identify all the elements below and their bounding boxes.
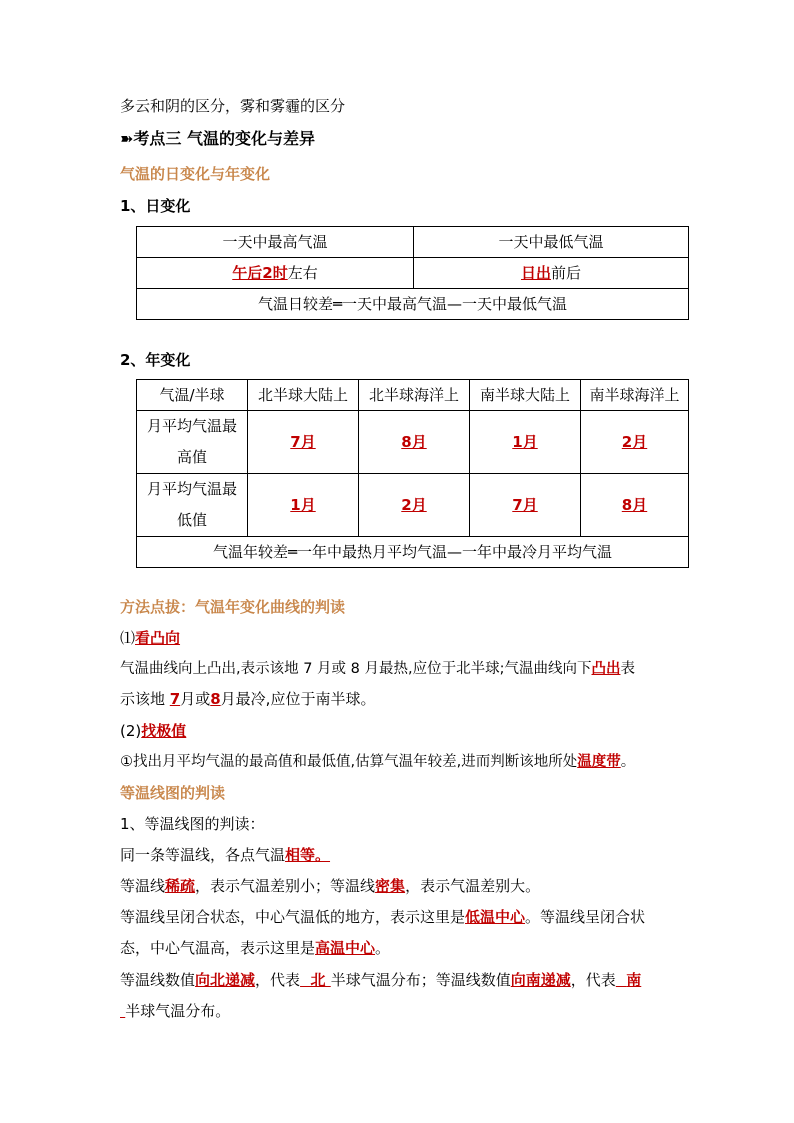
answer-min-time: 日出	[520, 264, 551, 282]
answer-convex-down: 凸出	[591, 661, 621, 677]
text: 。等温线呈闭合状	[525, 908, 646, 926]
answer: 2月	[621, 433, 648, 451]
max-time-suffix: 左右	[287, 264, 318, 282]
row-max-cell	[359, 411, 470, 474]
item-2-number: (2)	[120, 722, 142, 740]
row-min-cell	[359, 474, 470, 537]
intro-line: 多云和阴的区分，雾和雾霾的区分	[120, 97, 346, 115]
text: 态，中心气温高，表示这里是	[120, 939, 316, 957]
answer-sparse: 稀疏	[165, 877, 196, 895]
answer: 8月	[401, 433, 427, 451]
isotherm-line-3	[120, 907, 645, 927]
item-1-number: ⑴	[120, 629, 136, 647]
answer-north-text: 北	[310, 971, 326, 989]
arrow-icon: ➽	[120, 129, 134, 148]
answer: 7月	[290, 433, 316, 451]
text: 等温线数值	[120, 971, 196, 989]
text: ①找出月平均气温的最高值和最低值,估算气温年较差,进而判断该地所处	[120, 754, 578, 770]
row-min-label-2: 低值	[176, 511, 207, 529]
text: ，表示气温差别小；等温线	[195, 877, 376, 895]
isotherm-line-1	[120, 845, 330, 865]
text: 半球气温分布。	[125, 1002, 231, 1020]
section-title: 考点三 气温的变化与差异	[133, 129, 315, 148]
method-item-1	[120, 628, 180, 648]
answer: 8月	[621, 496, 648, 514]
answer-decrease-south: 向南递减	[510, 971, 571, 989]
daily-table	[136, 226, 689, 320]
annual-header-3: 南半球大陆上	[470, 380, 581, 411]
row-min-cell	[248, 474, 359, 537]
answer: 7月	[512, 496, 538, 514]
row-max-cell	[248, 411, 359, 474]
row-min-label	[137, 474, 248, 537]
answer-month-8: 8	[210, 690, 221, 708]
answer-south-text: 南	[626, 971, 642, 989]
answer: 1月	[290, 496, 316, 514]
isotherm-sub: 1、等温线图的判读：	[120, 815, 265, 833]
row-min-label-1: 月平均气温最	[146, 480, 237, 498]
text: 。	[375, 939, 391, 957]
answer-extreme: 找极值	[141, 722, 187, 740]
annual-table	[136, 379, 689, 568]
daily-formula: 气温日较差═一天中最高气温—一天中最低气温	[137, 289, 689, 320]
method-heading: 方法点拔：气温年变化曲线的判读	[120, 598, 346, 616]
answer-high-center: 高温中心	[315, 939, 376, 957]
annual-header-0: 气温/半球	[137, 380, 248, 411]
answer-south	[616, 971, 641, 989]
text: 等温线	[120, 877, 166, 895]
answer-equal: 相等。	[285, 846, 331, 864]
isotherm-line-4	[120, 938, 390, 958]
text: 同一条等温线，各点气温	[120, 846, 286, 864]
annual-heading: 2、年变化	[120, 351, 191, 369]
isotherm-line-6	[120, 1001, 230, 1021]
answer-low-center: 低温中心	[465, 908, 526, 926]
text: ，代表	[570, 971, 616, 989]
method-item-2	[120, 721, 186, 741]
method-item-2-text	[120, 752, 635, 772]
text: 。	[620, 754, 636, 770]
row-min-cell	[581, 474, 689, 537]
daily-cell-min	[414, 258, 689, 289]
daily-header-min: 一天中最低气温	[414, 227, 689, 258]
method-item-1-text	[120, 659, 635, 679]
isotherm-heading: 等温线图的判读	[120, 784, 226, 802]
answer-month-7: 7	[169, 690, 181, 708]
row-max-cell	[581, 411, 689, 474]
text: 月最冷,应位于南半球。	[220, 690, 376, 708]
answer: 1月	[512, 433, 538, 451]
text: ，表示气温差别大。	[405, 877, 541, 895]
section-title-row	[120, 129, 315, 149]
text: 表	[620, 661, 635, 677]
answer-north	[300, 971, 331, 989]
answer-dense: 密集	[375, 877, 406, 895]
answer-temperature-zone: 温度带	[577, 754, 621, 770]
min-time-suffix: 前后	[551, 264, 582, 282]
row-max-label-2: 高值	[176, 448, 207, 466]
daily-cell-max	[137, 258, 414, 289]
text: 气温曲线向上凸出,表示该地 7 月或 8 月最热,应位于北半球;气温曲线向下	[120, 661, 592, 677]
text: ，代表	[255, 971, 301, 989]
text: 等温线呈闭合状态，中心气温低的地方，表示这里是	[120, 908, 466, 926]
annual-header-2: 北半球海洋上	[359, 380, 470, 411]
annual-header-4: 南半球海洋上	[581, 380, 689, 411]
text: 月或	[180, 690, 211, 708]
annual-header-1: 北半球大陆上	[248, 380, 359, 411]
row-min-cell	[470, 474, 581, 537]
answer-convex: 看凸向	[135, 629, 181, 647]
method-item-1-text-2	[120, 689, 375, 709]
sub-heading-daily-annual: 气温的日变化与年变化	[120, 165, 271, 183]
row-max-label-1: 月平均气温最	[146, 417, 237, 435]
answer: 2月	[401, 496, 427, 514]
isotherm-line-5	[120, 970, 641, 990]
answer-max-time: 午后2时	[232, 264, 288, 282]
daily-heading: 1、日变化	[120, 197, 191, 215]
row-max-label	[137, 411, 248, 474]
answer-decrease-north: 向北递减	[195, 971, 256, 989]
text: 示该地	[120, 690, 170, 708]
text: 半球气温分布；等温线数值	[330, 971, 511, 989]
row-max-cell	[470, 411, 581, 474]
daily-header-max: 一天中最高气温	[137, 227, 414, 258]
isotherm-line-2	[120, 876, 540, 896]
annual-formula: 气温年较差═一年中最热月平均气温—一年中最冷月平均气温	[137, 537, 689, 568]
